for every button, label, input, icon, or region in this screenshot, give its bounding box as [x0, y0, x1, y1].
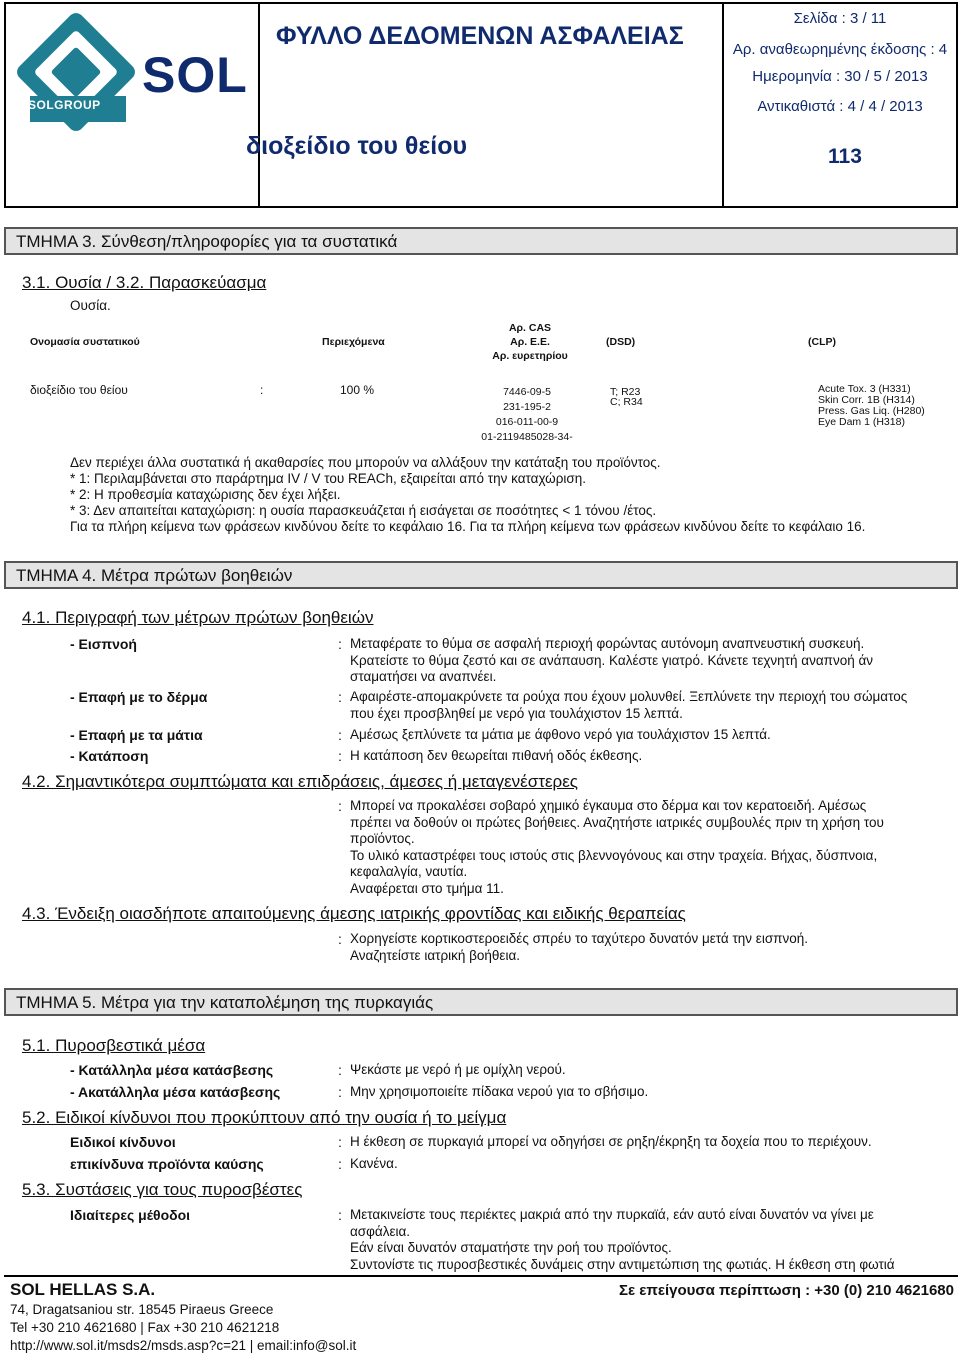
text-line: Μπορεί να προκαλέσει σοβαρό χημικό έγκαυμα στο δέρμα και τον κερατοειδή. Αμέσως	[350, 798, 867, 813]
text-line: Κανένα.	[350, 1156, 398, 1171]
colon: :	[338, 1156, 342, 1172]
unsuitable-media-text	[350, 1084, 930, 1101]
methods-label: Ιδιαίτερες μέθοδοι	[70, 1207, 191, 1223]
row-clp-2: Skin Corr. 1B (H314)	[818, 394, 915, 406]
section-5-2-heading: 5.2. Ειδικοί κίνδυνοι που προκύπτουν από την ουσία ή το μείγμα	[22, 1108, 507, 1127]
hazards-label: Ειδικοί κίνδυνοι	[70, 1134, 176, 1150]
note-line: Δεν περιέχει άλλα συστατικά ή ακαθαρσίες που μπορούν να αλλάξουν την κατάταξη του προϊόντος.	[70, 455, 661, 470]
text-line: πρέπει να δοθούν οι πρώτες βοήθειες. Αναζητήστε ιατρικές συμβουλές πριν τη χρήση του	[350, 814, 884, 830]
col-header-dsd: (DSD)	[606, 336, 636, 348]
product-name: διοξείδιο του θείου	[246, 132, 468, 160]
revision-number: Αρ. αναθεωρημένης έκδοσης : 4	[732, 41, 948, 58]
section-4-title: ΤΜΗΜΑ 4. Μέτρα πρώτων βοηθειών	[4, 561, 958, 589]
title-area	[246, 4, 722, 206]
row-clp-3: Press. Gas Liq. (H280)	[818, 405, 925, 417]
combustion-text	[350, 1156, 930, 1173]
text-line: κεφαλαλγία, ναυτία.	[350, 864, 468, 879]
eyes-label: - Επαφή με τα μάτια	[70, 727, 203, 743]
section-5-title: ΤΜΗΜΑ 5. Μέτρα για την καταπολέμηση της πυρκαγιάς	[4, 988, 958, 1016]
product-code: 113	[828, 145, 862, 168]
footer-rule	[4, 1275, 958, 1277]
suitable-media-text	[350, 1062, 930, 1079]
row-ec: 231-195-2	[503, 401, 551, 413]
col-header-cas: Αρ. CAS	[508, 322, 552, 334]
colon: :	[338, 1084, 342, 1100]
row-content: 100 %	[340, 383, 375, 397]
text-line: Η έκθεση σε πυρκαγιά μπορεί να οδηγήσει σε ρηξη/έκρηξη τα δοχεία που το περιέχουν.	[350, 1134, 872, 1149]
col-header-clp: (CLP)	[808, 336, 836, 348]
text-line: Αναζητείστε ιατρική βοήθεια.	[350, 947, 521, 963]
section-3-title: ΤΜΗΜΑ 3. Σύνθεση/πληροφορίες για τα συστατικά	[4, 227, 958, 255]
document-date: Ημερομηνία : 30 / 5 / 2013	[752, 68, 928, 85]
row-dsd-2: C; R34	[610, 396, 643, 408]
colon: :	[338, 798, 342, 814]
skin-text	[350, 689, 930, 722]
row-colon: :	[260, 383, 264, 397]
ingestion-text	[350, 748, 930, 765]
footer-address: 74, Dragatsaniou str. 18545 Piraeus Greece	[10, 1302, 274, 1317]
row-cas: 7446-09-5	[503, 386, 551, 398]
row-reach: 01-2119485028-34-	[481, 431, 573, 443]
text-line: Το υλικό καταστρέφει τους ιστούς στις βλεννογόνους και στην τραχεία. Βήχας, δύσπνοια,	[350, 847, 878, 863]
section-4-2-heading: 4.2. Σημαντικότερα συμπτώματα και επιδράσεις, άμεσες ή μεταγενέστερες	[22, 772, 578, 791]
colon: :	[338, 1134, 342, 1150]
methods-text	[350, 1207, 930, 1273]
text-line: Συντονίστε τις πυροσβεστικές δυνάμεις στην αντιμετώπιση της φωτιάς. Η έκθεση στη φωτιά	[350, 1256, 895, 1272]
text-line: Κρατείστε το θύμα ζεστό και σε ανάπαυση. Καλέστε γιατρό. Κάνετε τεχνητή αναπνοή άν	[350, 652, 874, 668]
text-line: Ψεκάστε με νερό ή με ομίχλη νερού.	[350, 1062, 566, 1077]
note-line: * 2: Η προθεσμία καταχώρισης δεν έχει λήξει.	[70, 487, 341, 502]
document-title: ΦΥΛΛΟ ΔΕΔΟΜΕΝΩΝ ΑΣΦΑΛΕΙΑΣ	[276, 22, 684, 50]
replaces-date: Αντικαθιστά : 4 / 4 / 2013	[757, 98, 923, 115]
footer-phone: Tel +30 210 4621680 | Fax +30 210 4621218	[10, 1320, 280, 1335]
text-line: Χορηγείστε κορτικοστεροειδές σπρέυ το ταχύτερο δυνατόν μετά την εισπνοή.	[350, 931, 808, 946]
logo-subtext: SOLGROUP	[28, 98, 101, 112]
row-clp-4: Eye Dam 1 (H318)	[818, 416, 905, 428]
text-line: Αμέσως ξεπλύνετε τα μάτια με άφθονο νερό για τουλάχιστον 15 λεπτά.	[350, 727, 771, 742]
unsuitable-media-label: - Ακατάλληλα μέσα κατάσβεσης	[70, 1084, 281, 1100]
text-line: Αφαιρέστε-απομακρύνετε τα ρούχα που έχουν μολυνθεί. Ξεπλύνετε την περιοχή του σώματος	[350, 689, 908, 704]
note-line: * 3: Δεν απαιτείται καταχώριση: η ουσία παρασκευάζεται ή εισάγεται σε ποσότητες < 1 τόνου /έτος.	[70, 503, 657, 518]
row-clp-1: Acute Tox. 3 (H331)	[818, 383, 911, 395]
treatment-text	[350, 931, 930, 964]
text-line: σταματήσει να αναπνέει.	[350, 669, 497, 684]
ingestion-label: - Κατάποση	[70, 748, 149, 764]
section-3-1-heading: 3.1. Ουσία / 3.2. Παρασκεύασμα	[22, 273, 267, 292]
skin-label: - Επαφή με το δέρμα	[70, 689, 208, 705]
document-meta	[722, 4, 956, 206]
combustion-label: επικίνδυνα προϊόντα καύσης	[70, 1156, 264, 1172]
note-line: * 1: Περιλαμβάνεται στο παράρτημα IV / V του REACh, εξαιρείται από την καταχώριση.	[70, 471, 586, 486]
text-line: Αναφέρεται στο τμήμα 11.	[350, 880, 504, 896]
footer-emergency: Σε επείγουσα περίπτωση : +30 (0) 210 4621680	[618, 1282, 954, 1299]
col-header-index: Αρ. ευρετηρίου	[492, 350, 568, 362]
footer-company: SOL HELLAS S.A.	[10, 1280, 156, 1299]
symptoms-text	[350, 798, 930, 897]
col-header-content: Περιεχόμενα	[322, 336, 385, 348]
section-5-3-heading: 5.3. Συστάσεις για τους πυροσβέστες	[22, 1180, 303, 1199]
text-line: Μεταφέρατε το θύμα σε ασφαλή περιοχή φορώντας αυτόνομη αναπνευστική συσκευή.	[350, 636, 865, 651]
suitable-media-label: - Κατάλληλα μέσα κατάσβεσης	[70, 1062, 274, 1078]
section-4-1-heading: 4.1. Περιγραφή των μέτρων πρώτων βοηθειών	[22, 608, 374, 627]
text-line: που έχει προσβληθεί με νερό για τουλάχιστον 15 λεπτά.	[350, 705, 683, 721]
colon: :	[338, 636, 342, 652]
eyes-text	[350, 727, 930, 744]
col-header-ec: Αρ. Ε.Ε.	[510, 336, 550, 348]
text-line: ασφάλεια.	[350, 1223, 411, 1239]
document-header	[4, 2, 958, 208]
section-4-3-heading: 4.3. Ένδειξη οιασδήποτε απαιτούμενης άμεσης ιατρικής φροντίδας και ειδικής θεραπείας	[22, 904, 686, 923]
footer-web[interactable]: http://www.sol.it/msds2/msds.asp?c=21 | email:info@sol.it	[10, 1338, 357, 1353]
colon: :	[338, 748, 342, 764]
colon: :	[338, 1062, 342, 1078]
row-index: 016-011-00-9	[495, 416, 559, 428]
substance-kind: Ουσία.	[70, 298, 111, 313]
text-line: προϊόντος.	[350, 831, 415, 846]
note-line: Για τα πλήρη κείμενα των φράσεων κινδύνου δείτε το κεφάλαιο 16. Για τα πλήρη κείμενα των φράσεων κινδύνου δείτε το κεφάλαιο 16.	[70, 519, 866, 534]
row-name: διοξείδιο του θείου	[30, 383, 128, 397]
logo-area	[6, 4, 260, 206]
colon: :	[338, 727, 342, 743]
inhalation-label: - Εισπνοή	[70, 636, 137, 652]
text-line: Εάν είναι δυνατόν σταματήστε την ροή του προϊόντος.	[350, 1240, 672, 1255]
page-number: Σελίδα : 3 / 11	[793, 10, 887, 27]
logo-wordmark: SOL	[142, 47, 248, 103]
colon: :	[338, 1207, 342, 1223]
text-line: Μετακινείστε τους περιέκτες μακριά από την πυρκαϊά, εάν αυτό είναι δυνατόν να γίνει με	[350, 1207, 874, 1222]
col-header-name: Ονομασία συστατικού	[30, 336, 140, 348]
hazards-text	[350, 1134, 930, 1151]
inhalation-text	[350, 636, 930, 686]
row-dsd-1: T; R23	[610, 386, 641, 398]
section-5-1-heading: 5.1. Πυροσβεστικά μέσα	[22, 1036, 206, 1055]
text-line: Μην χρησιμοποιείτε πίδακα νερού για το σβήσιμο.	[350, 1084, 649, 1099]
text-line: Η κατάποση δεν θεωρείται πιθανή οδός έκθεσης.	[350, 748, 643, 763]
colon: :	[338, 689, 342, 705]
colon: :	[338, 931, 342, 947]
